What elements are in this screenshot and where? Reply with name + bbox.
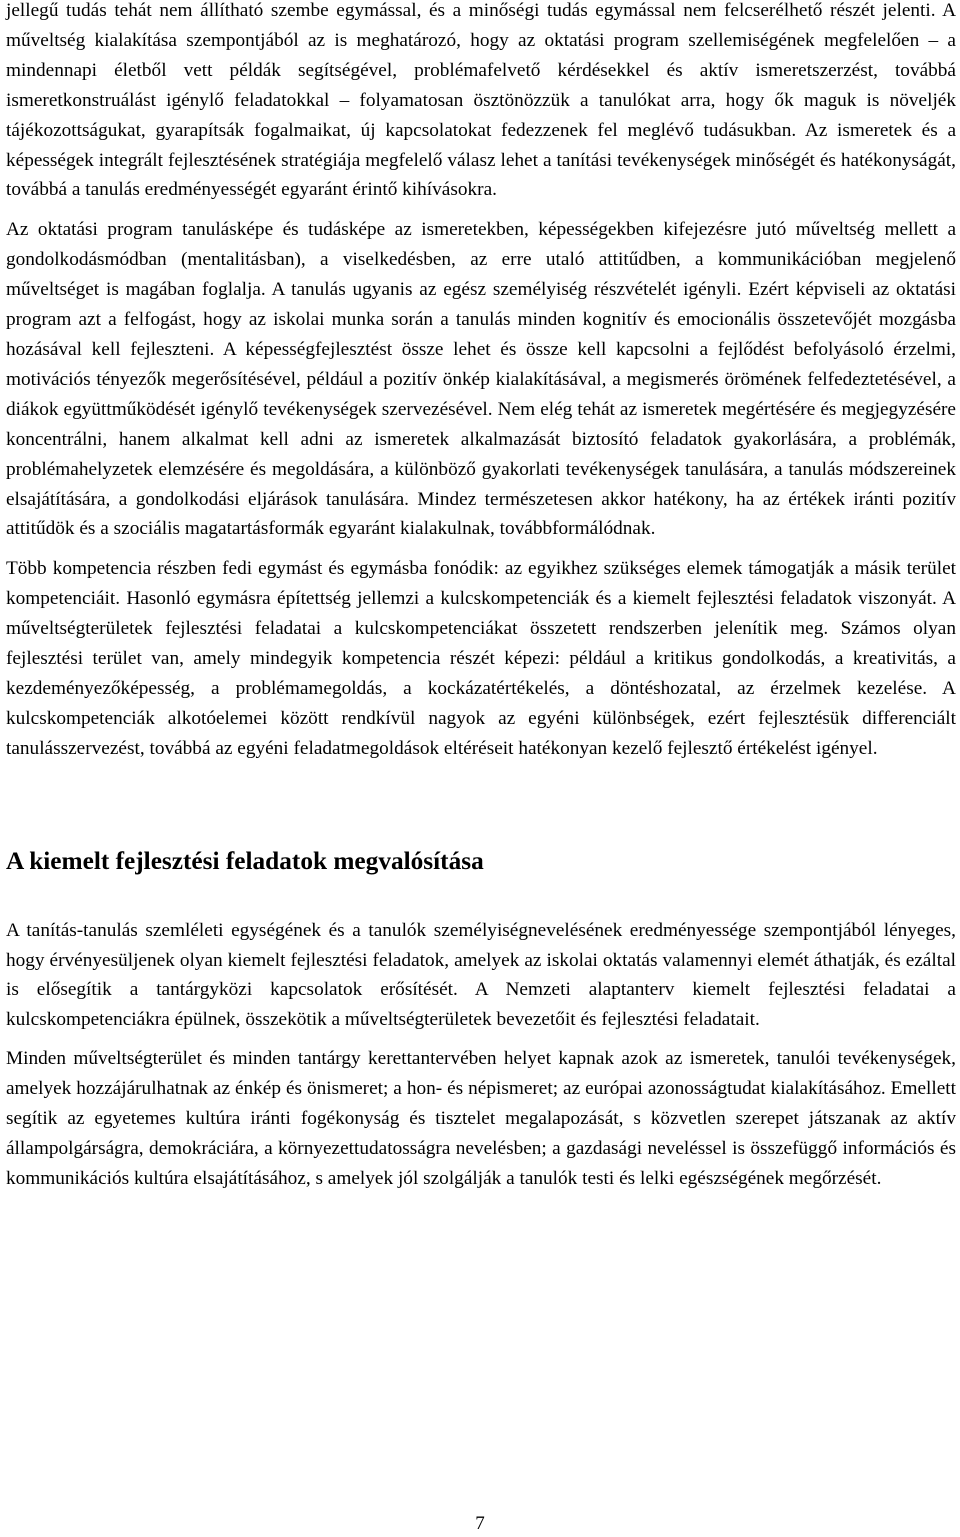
body-paragraph-2: Az oktatási program tanulásképe és tudásképe az ismeretekben, képességekben kifejezésre jutó műveltség mellett a gondolkodásmódban (mentalitásban), a viselkedésben, az erre utaló attitűdben, a kommunikációban megjelenő műveltséget is magában foglalja. A tanulás ugyanis az egész személyiség részvételét igényli. Ezért képviseli az oktatási program azt a felfogást, hogy az iskolai munka során a tanulás minden kognitív és emocionális összetevőjét mozgásba hozásával kell fejleszteni. A képességfejlesztést össze lehet és össze kell kapcsolni a fejlődést befolyásoló érzelmi, motivációs tényezők megerősítésével, például a pozitív önkép kialakításával, a megismerés örömének felfedeztetésével, a diákok együttműködését igénylő tevékenységek szervezésével. Nem elég tehát az ismeretek megértésére és megjegyzésére koncentrálni, hanem alkalmat kell adni az ismeretek alkalmazását biztosító feladatok gyakorlására, a problémák, problémahelyzetek elemzésére és megoldására, a különböző gyakorlati tevékenységek tanulására, a tanulás módszereinek elsajátítására, a gondolkodási eljárások tanulására. Mindez természetesen akkor hatékony, ha az értékek iránti pozitív attitűdök és a szociális magatartásformák egyaránt kialakulnak, továbbformálódnak. [6,219,956,540]
document-page [6,0,956,1194]
body-paragraph-4: A tanítás-tanulás szemléleti egységének és a tanulók személyiségnevelésének eredményessége szempontjából lényeges, hogy érvényesüljenek olyan kiemelt fejlesztési feladatok, amelyek az iskolai oktatás valamennyi elemét áthatják, és ezáltal is elősegítik a tantárgyközi kapcsolatok erősítését. A Nemzeti alaptanterv kiemelt fejlesztési feladatai a kulcskompetenciákra épülnek, összekötik a műveltségterületek bevezetőit és fejlesztési feladatait. [6,919,956,1031]
page-number: 7 [475,1513,485,1534]
body-paragraph-3: Több kompetencia részben fedi egymást és egymásba fonódik: az egyikhez szükséges elemek támogatják a másik terület kompetenciáit. Hasonló egymásra építettség jellemzi a kulcskompetenciák és a kiemelt fejlesztési feladatok viszonyát. A műveltségterületek fejlesztési feladatai a kulcskompetenciákat összetett rendszerben jelenítik meg. Számos olyan fejlesztési terület van, amely mindegyik kompetencia részét képezi: például a kritikus gondolkodás, a kreativitás, a kezdeményezőképesség, a problémamegoldás, a kockázatértékelés, a döntéshozatal, az érzelmek kezelése. A kulcskompetenciák alkotóelemei között rendkívül nagyok az egyéni különbségek, ezért fejlesztésük differenciált tanulásszervezést, továbbá az egyéni feladatmegoldások eltéréseit hatékonyan kezelő fejlesztő értékelést igényel. [6,558,956,759]
section-heading: A kiemelt fejlesztési feladatok megvalósítása [6,846,484,875]
body-paragraph-5: Minden műveltségterület és minden tantárgy kerettantervében helyet kapnak azok az ismeretek, tanulói tevékenységek, amelyek hozzájárulhatnak az énkép és önismeret; a hon- és népismeret; az európai azonosságtudat kialakításához. Emellett segítik az egyetemes kultúra iránti fogékonyság és tisztelet megalapozását, s közvetlen szerepet játszanak az aktív állampolgárságra, demokráciára, a környezettudatosságra nevelésben; a gazdasági neveléssel is összefüggő információs és kommunikációs kultúra elsajátításához, s amelyek jól szolgálják a tanulók testi és lelki egészségének megőrzését. [6,1048,956,1189]
body-paragraph-1: jellegű tudás tehát nem állítható szembe egymással, és a minőségi tudás egymással nem felcserélhető részét jelenti. A műveltség kialakítása szempontjából az is meghatározó, hogy az oktatási program szellemiségének megfelelően – a mindennapi életből vett példák segítségével, problémafelvető kérdésekkel és aktív ismeretszerzést, továbbá ismeretkonstruálást igénylő feladatokkal – folyamatosan ösztönözzük a tanulókat arra, hogy ők maguk is növeljék tájékozottságukat, gyarapítsák fogalmaikat, új kapcsolatokat fedezzenek fel meglévő tudásukban. Az ismeretek és a képességek integrált fejlesztésének stratégiája megfelelő válasz lehet a tanítási tevékenységek minőségét és hatékonyságát, továbbá a tanulás eredményességét egyaránt érintő kihívásokra. [6,0,956,201]
